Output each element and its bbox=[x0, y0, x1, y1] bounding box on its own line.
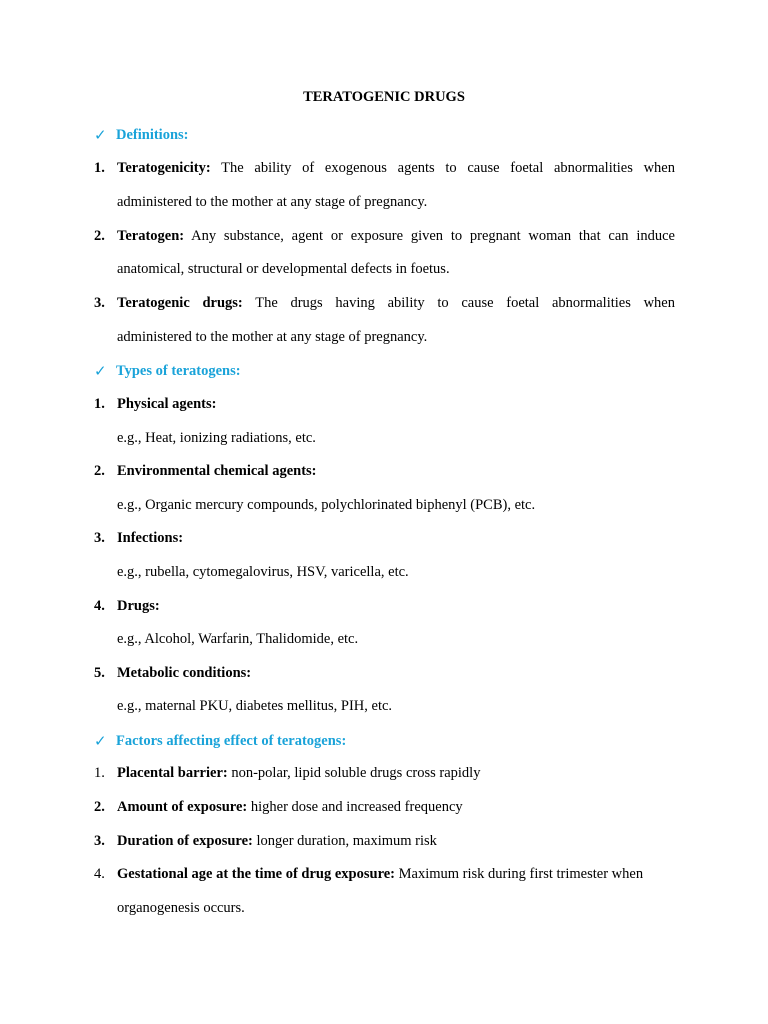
factor-text: non-polar, lipid soluble drugs cross rapidly bbox=[227, 765, 481, 781]
definition-line: administered to the mother at any stage of pregnancy. bbox=[117, 329, 428, 345]
definition-line: administered to the mother at any stage of pregnancy. bbox=[117, 194, 428, 210]
section-heading-factors bbox=[94, 732, 346, 751]
factor-line bbox=[117, 799, 675, 816]
factor-line: organogenesis occurs. bbox=[117, 900, 245, 916]
section-heading-definitions bbox=[94, 126, 189, 145]
checkmark-icon: ✓ bbox=[94, 734, 107, 750]
list-number: 5. bbox=[94, 665, 105, 681]
type-term-label: Drugs: bbox=[117, 598, 160, 614]
list-number: 3. bbox=[94, 295, 105, 311]
definition-text: The drugs having ability to cause foetal abnormalities when bbox=[242, 295, 675, 311]
type-term bbox=[117, 665, 675, 682]
list-number: 2. bbox=[94, 228, 105, 244]
checkmark-icon: ✓ bbox=[94, 128, 107, 144]
type-example: e.g., Alcohol, Warfarin, Thalidomide, etc. bbox=[117, 631, 359, 647]
type-term bbox=[117, 598, 675, 615]
type-example: e.g., Organic mercury compounds, polychlorinated biphenyl (PCB), etc. bbox=[117, 497, 536, 513]
definition-line: anatomical, structural or developmental defects in foetus. bbox=[117, 261, 450, 277]
section-heading-label: Definitions: bbox=[116, 127, 189, 143]
definition-term: Teratogenicity: bbox=[117, 160, 211, 176]
definition-line bbox=[117, 295, 675, 312]
factor-text: longer duration, maximum risk bbox=[252, 833, 437, 849]
type-example: e.g., maternal PKU, diabetes mellitus, PIH, etc. bbox=[117, 698, 393, 714]
type-example: e.g., Heat, ionizing radiations, etc. bbox=[117, 430, 316, 446]
definition-line bbox=[117, 228, 675, 245]
factor-text: Maximum risk during first trimester when bbox=[395, 866, 644, 882]
factor-term: Placental barrier: bbox=[117, 765, 228, 781]
definition-line bbox=[117, 160, 675, 177]
definition-text: The ability of exogenous agents to cause foetal abnormalities when bbox=[210, 160, 675, 176]
factor-line bbox=[117, 833, 675, 850]
factor-term: Gestational age at the time of drug exposure: bbox=[117, 866, 396, 882]
type-term bbox=[117, 463, 675, 480]
list-number: 1. bbox=[94, 396, 105, 412]
definition-term: Teratogenic drugs: bbox=[117, 295, 243, 311]
type-term-label: Physical agents: bbox=[117, 396, 217, 412]
type-term-label: Metabolic conditions: bbox=[117, 665, 252, 681]
factor-text: higher dose and increased frequency bbox=[247, 799, 463, 815]
page-title: TERATOGENIC DRUGS bbox=[303, 89, 465, 105]
list-number: 4. bbox=[94, 598, 105, 614]
definition-term: Teratogen: bbox=[117, 228, 185, 244]
type-term-label: Infections: bbox=[117, 530, 184, 546]
definition-text: Any substance, agent or exposure given to pregnant woman that can induce bbox=[184, 228, 675, 244]
list-number: 1. bbox=[94, 160, 105, 176]
section-heading-label: Factors affecting effect of teratogens: bbox=[116, 733, 347, 749]
list-number: 3. bbox=[94, 833, 105, 849]
section-heading-label: Types of teratogens: bbox=[116, 363, 241, 379]
type-term bbox=[117, 530, 675, 547]
checkmark-icon: ✓ bbox=[94, 364, 107, 380]
list-number: 4. bbox=[94, 866, 105, 882]
factor-term: Duration of exposure: bbox=[117, 833, 253, 849]
list-number: 1. bbox=[94, 765, 105, 781]
type-term-label: Environmental chemical agents: bbox=[117, 463, 317, 479]
factor-term: Amount of exposure: bbox=[117, 799, 248, 815]
type-term bbox=[117, 396, 675, 413]
factor-line bbox=[117, 866, 675, 883]
section-heading-types bbox=[94, 362, 241, 381]
list-number: 3. bbox=[94, 530, 105, 546]
type-example: e.g., rubella, cytomegalovirus, HSV, varicella, etc. bbox=[117, 564, 409, 580]
list-number: 2. bbox=[94, 799, 105, 815]
list-number: 2. bbox=[94, 463, 105, 479]
factor-line bbox=[117, 765, 675, 782]
